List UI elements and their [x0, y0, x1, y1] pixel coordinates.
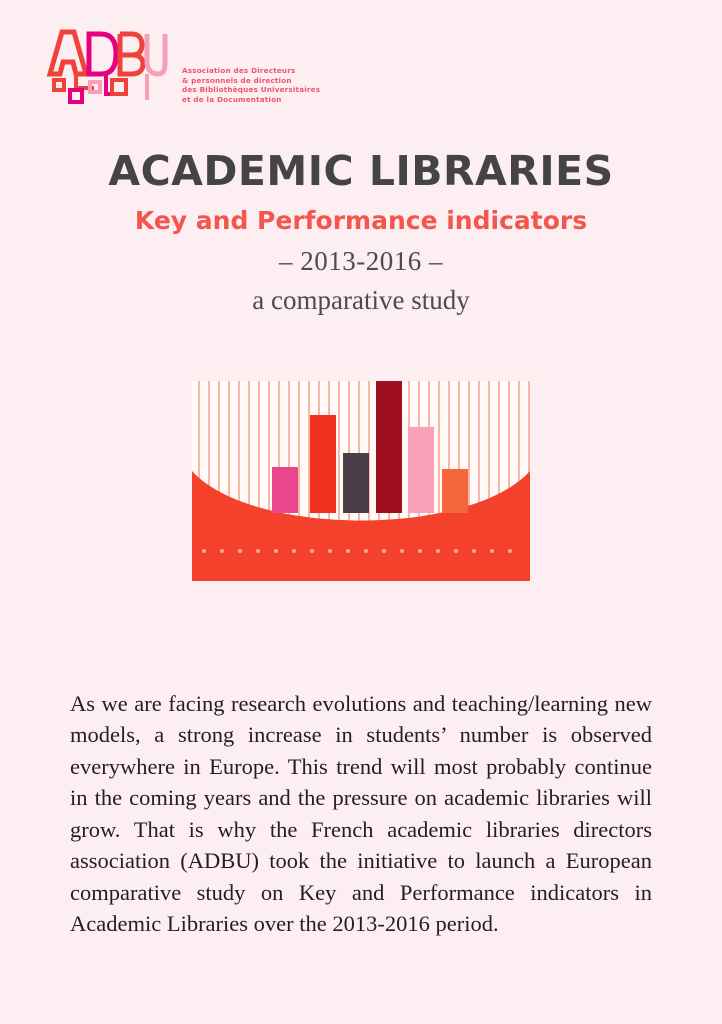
dot: [418, 549, 422, 553]
dot: [256, 549, 260, 553]
dot: [472, 549, 476, 553]
association-name: [182, 66, 342, 104]
dot: [310, 549, 314, 553]
dot: [274, 549, 278, 553]
tagline-label: a comparative study: [252, 285, 470, 316]
dot-row: [192, 545, 530, 559]
association-line-3: des Bibliothèques Universitaires: [182, 85, 321, 95]
dot: [220, 549, 224, 553]
dot: [436, 549, 440, 553]
dot: [292, 549, 296, 553]
dot: [454, 549, 458, 553]
dot: [400, 549, 404, 553]
bar-chart-illustration: [192, 381, 530, 581]
dot: [490, 549, 494, 553]
chart-bar-1: [272, 467, 298, 513]
dot: [346, 549, 350, 553]
dot: [364, 549, 368, 553]
association-line-2: & personnels de direction: [182, 75, 292, 85]
association-line-1: Association des Directeurs: [182, 66, 296, 75]
dot: [508, 549, 512, 553]
chart-bar-6: [442, 469, 468, 513]
association-line-4: et de la Documentation: [182, 94, 282, 104]
chart-bar-3: [343, 453, 369, 513]
page-title: ACADEMIC LIBRARIES: [108, 147, 614, 195]
chart-bar-2: [310, 415, 336, 513]
page-subtitle: Key and Performance indicators: [134, 206, 588, 236]
intro-paragraph: As we are facing research evolutions and teaching/learning new models, a strong increase in students’ number is observed everywhere in Europe. This trend will most probably continue in the coming years and the pressure on academic libraries will grow. That is why the French academic libraries directors association (ADBU) took the initiative to launch a European comparative study on Key and Performance indicators in Academic Libraries over the 2013-2016 period.: [70, 690, 652, 936]
dot: [328, 549, 332, 553]
dot: [382, 549, 386, 553]
chart-bar-5: [408, 427, 434, 513]
title-block: [0, 147, 722, 316]
adbu-logo-block: [46, 28, 336, 114]
chart-bar-4: [376, 381, 402, 513]
adbu-logo-icon: [46, 28, 168, 106]
dot: [202, 549, 206, 553]
period-label: – 2013-2016 –: [279, 246, 443, 277]
dot: [238, 549, 242, 553]
